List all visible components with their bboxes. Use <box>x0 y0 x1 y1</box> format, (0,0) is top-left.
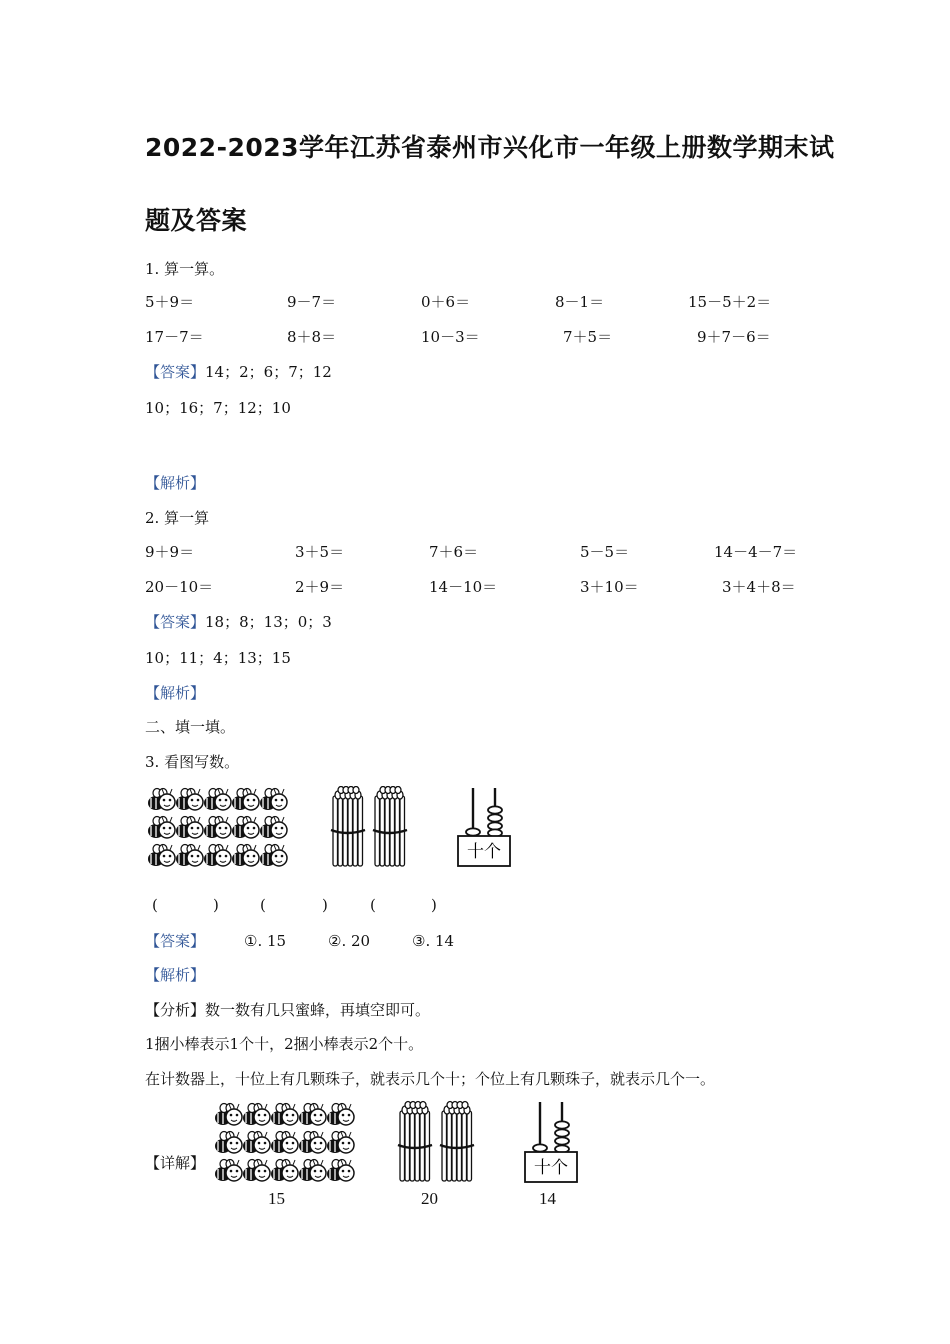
analysis-line: 1捆小棒表示1个十，2捆小棒表示2个十。 <box>145 1035 424 1053</box>
q1-expr: 5＋9＝ <box>145 293 195 311</box>
stick-bundle-icon <box>440 1102 474 1182</box>
stick-bundles-figure <box>330 786 414 868</box>
q2-expr: 2＋9＝ <box>295 578 345 596</box>
bee-icon <box>299 1132 326 1154</box>
q1-expr: 15－5＋2＝ <box>688 293 772 311</box>
detail-value: 15 <box>268 1189 285 1208</box>
q1-expr: 9＋7－6＝ <box>697 328 771 346</box>
q2-answer-line2: 10；11；4；13；15 <box>145 649 291 667</box>
detail-tag: 【详解】 <box>145 1154 206 1172</box>
q2-analysis-tag: 【解析】 <box>145 684 206 702</box>
q2-expr: 20－10＝ <box>145 578 214 596</box>
bee-icon <box>243 1104 270 1126</box>
bee-icon <box>232 789 259 811</box>
q2-expr: 14－4－7＝ <box>714 543 798 561</box>
bee-icon <box>271 1160 298 1182</box>
bee-icon <box>215 1132 242 1154</box>
q2-expr: 14－10＝ <box>429 578 498 596</box>
blank-close: ) <box>322 896 328 914</box>
q1-analysis-tag: 【解析】 <box>145 474 206 492</box>
section-heading: 二、填一填。 <box>145 718 236 736</box>
blank-close: ) <box>213 896 219 914</box>
q2-expr: 9＋9＝ <box>145 543 195 561</box>
answer-values: 14；2；6；7；12 <box>205 363 332 381</box>
bee-icon <box>176 817 203 839</box>
q2-expr: 3＋10＝ <box>580 578 639 596</box>
doc-title-line1: 2022-2023学年江苏省泰州市兴化市一年级上册数学期末试 <box>145 133 835 162</box>
analysis-line: 在计数器上，十位上有几颗珠子，就表示几个十；个位上有几颗珠子，就表示几个一。 <box>145 1070 716 1088</box>
q3-answer-item: ②. 20 <box>328 932 371 950</box>
bee-icon <box>243 1132 270 1154</box>
analysis-line: 【分析】数一数有几只蜜蜂，再填空即可。 <box>145 1001 431 1019</box>
q3-stem: 3. 看图写数。 <box>145 753 240 771</box>
q3-answer-item: ③. 14 <box>412 932 455 950</box>
stick-bundle-icon <box>331 787 365 867</box>
q2-expr: 5－5＝ <box>580 543 630 561</box>
abacus-label: 十个 <box>467 842 501 862</box>
bee-icon <box>148 845 175 867</box>
answer-tag: 【答案】 <box>145 363 206 381</box>
abacus-figure <box>522 1100 582 1184</box>
q2-expr: 3＋4＋8＝ <box>722 578 796 596</box>
bee-icon <box>299 1104 326 1126</box>
bee-icon <box>148 817 175 839</box>
bee-icon <box>232 845 259 867</box>
blank-open: ( <box>370 896 376 914</box>
bee-icon <box>327 1160 354 1182</box>
bee-icon <box>327 1104 354 1126</box>
q1-expr: 7＋5＝ <box>563 328 613 346</box>
bee-icon <box>232 817 259 839</box>
bee-grid-figure <box>212 1100 362 1186</box>
bee-icon <box>299 1160 326 1182</box>
bee-icon <box>271 1132 298 1154</box>
q1-expr: 17－7＝ <box>145 328 204 346</box>
answer-tag: 【答案】 <box>145 613 206 631</box>
q1-expr: 8＋8＝ <box>287 328 337 346</box>
stick-bundle-icon <box>373 787 407 867</box>
q1-expr: 8－1＝ <box>555 293 605 311</box>
bee-icon <box>260 845 287 867</box>
blank-close: ) <box>431 896 437 914</box>
bee-icon <box>260 817 287 839</box>
bee-icon <box>243 1160 270 1182</box>
q3-analysis-tag: 【解析】 <box>145 966 206 984</box>
bee-icon <box>260 789 287 811</box>
bee-icon <box>204 789 231 811</box>
bee-icon <box>271 1104 298 1126</box>
stick-bundles-figure <box>397 1100 481 1184</box>
abacus-label: 十个 <box>534 1158 568 1178</box>
detail-value: 20 <box>421 1189 438 1208</box>
q1-answer <box>145 362 332 382</box>
q1-expr: 0＋6＝ <box>421 293 471 311</box>
stick-bundle-icon <box>398 1102 432 1182</box>
q1-answer-line2: 10；16；7；12；10 <box>145 399 291 417</box>
bee-icon <box>204 845 231 867</box>
q3-answer-tag: 【答案】 <box>145 932 206 950</box>
detail-value: 14 <box>539 1189 556 1208</box>
bee-icon <box>176 845 203 867</box>
blank-open: ( <box>152 896 158 914</box>
q1-stem: 1. 算一算。 <box>145 260 225 278</box>
q1-expr: 10－3＝ <box>421 328 480 346</box>
abacus-figure <box>455 786 515 870</box>
q2-expr: 7＋6＝ <box>429 543 479 561</box>
bee-icon <box>215 1104 242 1126</box>
q2-stem: 2. 算一算 <box>145 509 210 527</box>
bee-icon <box>215 1160 242 1182</box>
bee-icon <box>327 1132 354 1154</box>
bee-grid-figure <box>145 785 295 871</box>
bee-icon <box>176 789 203 811</box>
q1-expr: 9－7＝ <box>287 293 337 311</box>
doc-title-line2: 题及答案 <box>145 206 248 235</box>
q2-expr: 3＋5＝ <box>295 543 345 561</box>
answer-values: 18；8；13；0；3 <box>205 613 332 631</box>
bee-icon <box>204 817 231 839</box>
blank-open: ( <box>260 896 266 914</box>
bee-icon <box>148 789 175 811</box>
q2-answer <box>145 612 332 632</box>
q3-answer-item: ①. 15 <box>244 932 287 950</box>
